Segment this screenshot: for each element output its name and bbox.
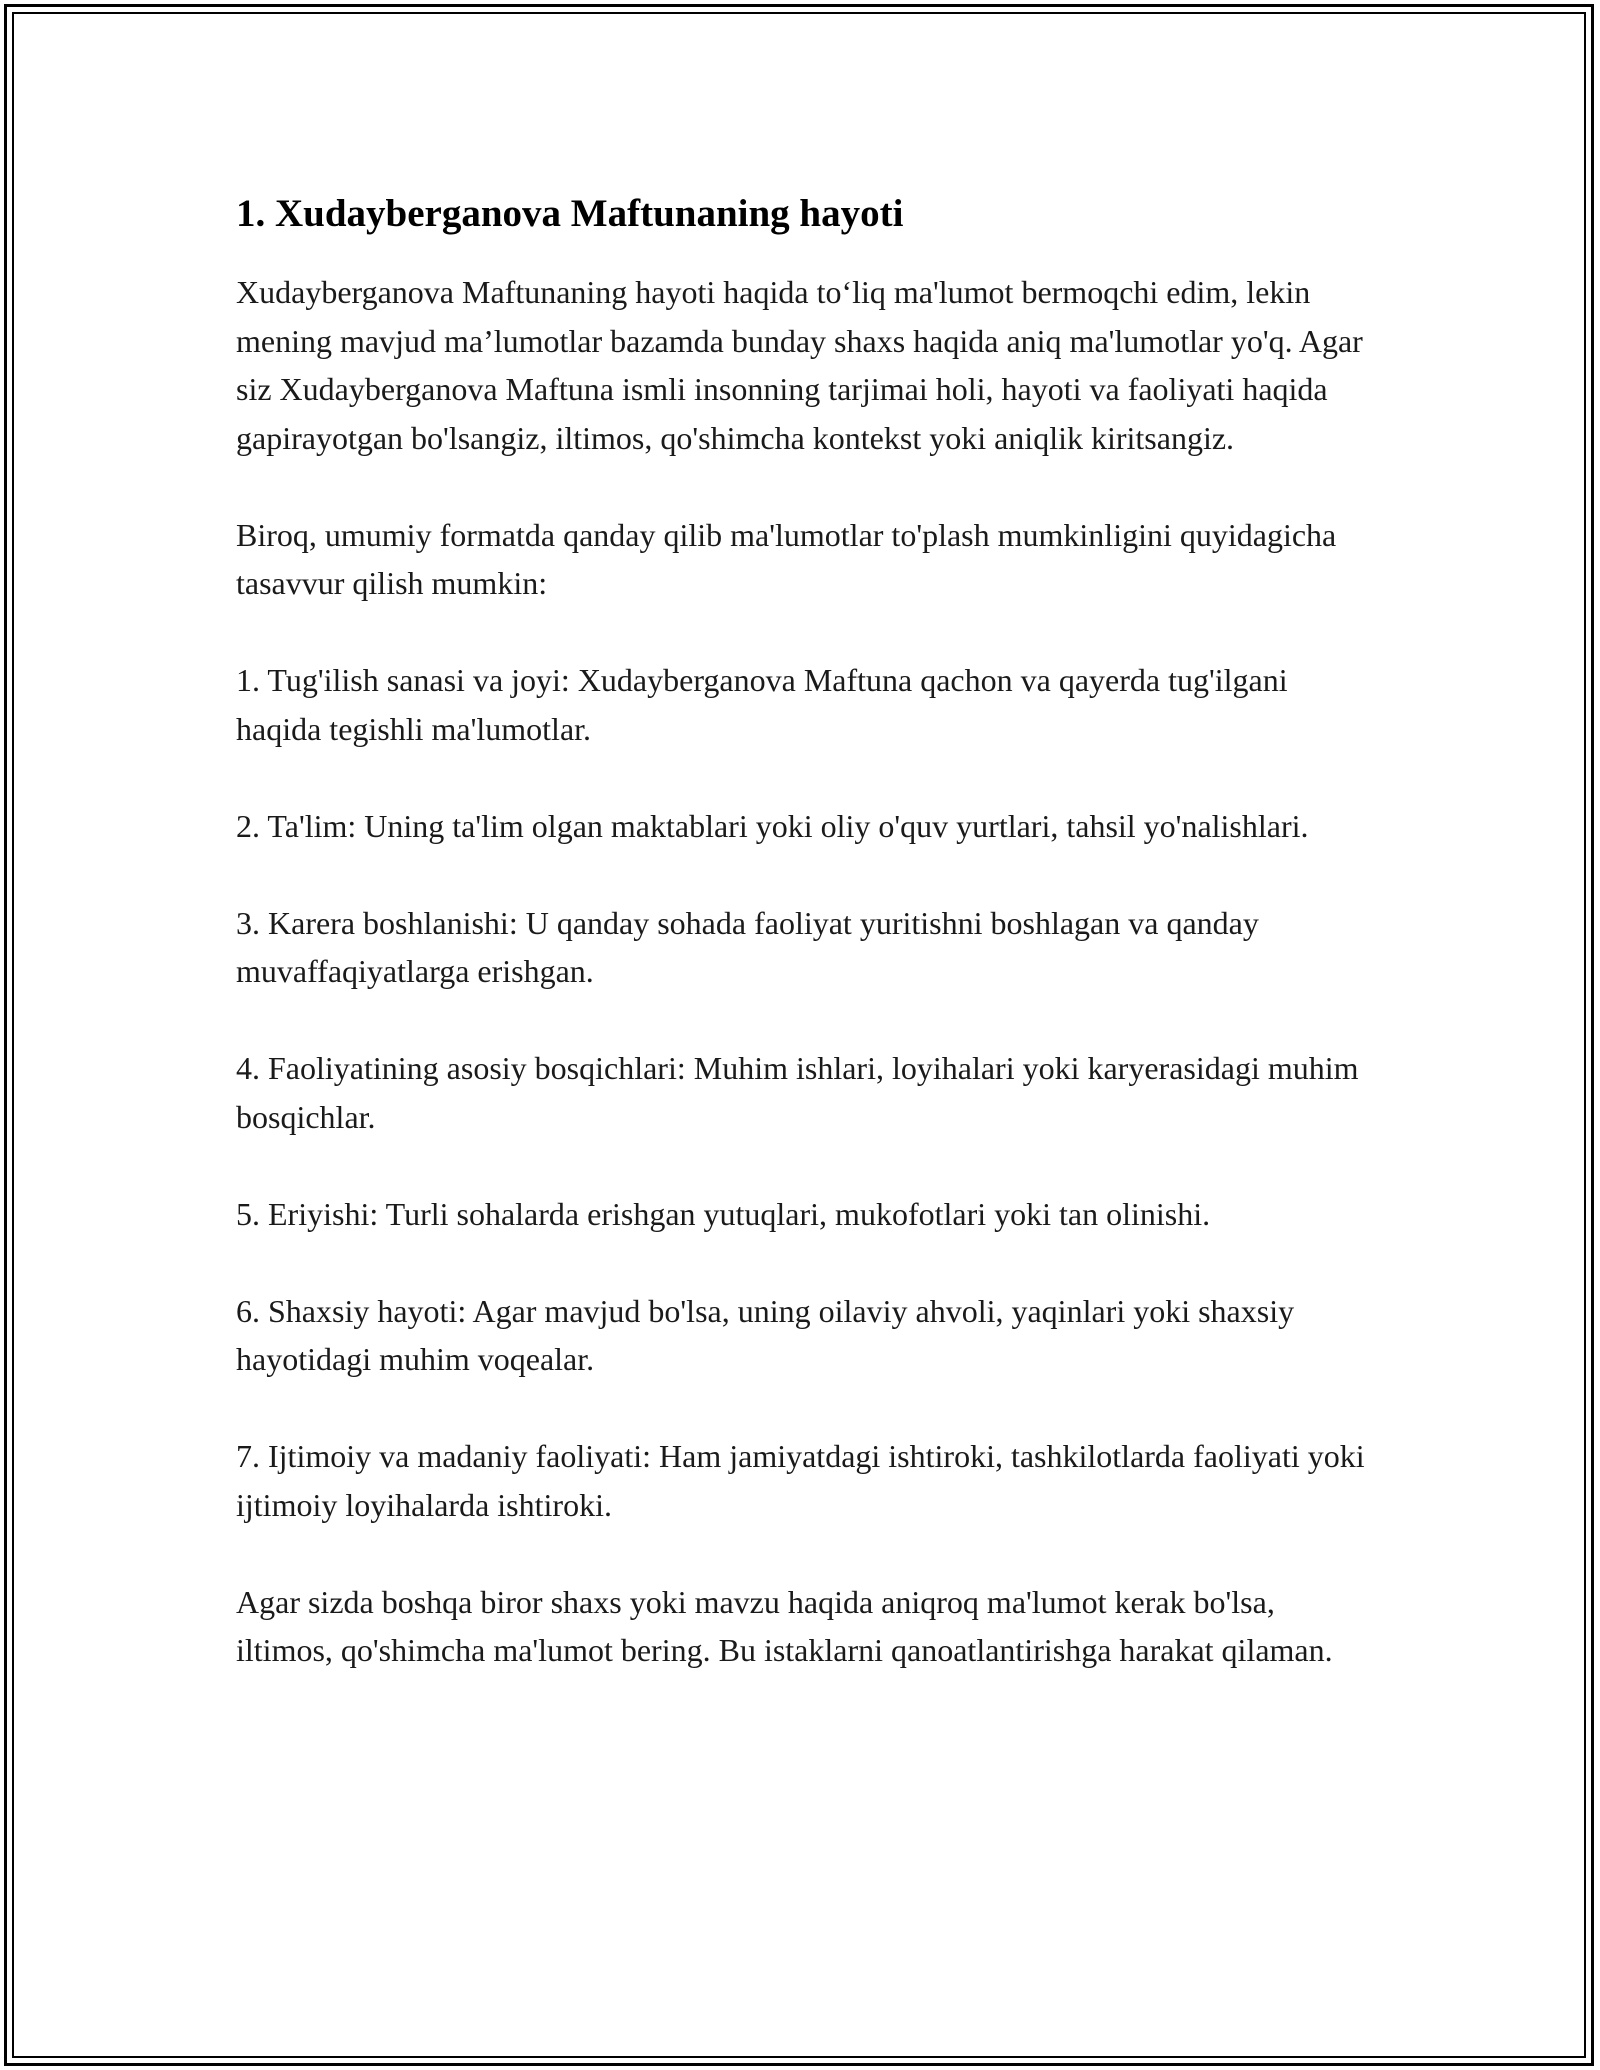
document-body — [236, 190, 1376, 1723]
intro-paragraph: Xudayberganova Maftunaning hayoti haqida to‘liq ma'lumot bermoqchi edim, lekin mening mavjud ma’lumotlar bazamda bunday shaxs haqida aniq ma'lumotlar yo'q. Agar siz Xudayberganova Maftuna ismli insonning tarjimai holi, hayoti va faoliyati haqida gapirayotgan bo'lsangiz, iltimos, qo'shimcha kontekst yoki aniqlik kiritsangiz. — [236, 274, 1363, 456]
list-item-career-start: 3. Karera boshlanishi: U qanday sohada faoliyat yuritishni boshlagan va qanday muvaffaqiyatlarga erishgan. — [236, 904, 1259, 989]
list-item-personal-life: 6. Shaxsiy hayoti: Agar mavjud bo'lsa, uning oilaviy ahvoli, yaqinlari yoki shaxsiy hayotidagi muhim voqealar. — [236, 1292, 1295, 1377]
closing-paragraph: Agar sizda boshqa biror shaxs yoki mavzu haqida aniqroq ma'lumot kerak bo'lsa, iltimos, qo'shimcha ma'lumot bering. Bu istaklarni qanoatlantirishga harakat qilaman. — [236, 1583, 1333, 1668]
format-paragraph: Biroq, umumiy formatda qanday qilib ma'lumotlar to'plash mumkinligini quyidagicha tasavvur qilish mumkin: — [236, 516, 1337, 601]
list-item-social-activity: 7. Ijtimoiy va madaniy faoliyati: Ham jamiyatdagi ishtiroki, tashkilotlarda faoliyati yoki ijtimoiy loyihalarda ishtiroki. — [236, 1438, 1365, 1523]
list-item-birth: 1. Tug'ilish sanasi va joyi: Xudayberganova Maftuna qachon va qayerda tug'ilgani haqida tegishli ma'lumotlar. — [236, 662, 1288, 747]
list-item-career-stages: 4. Faoliyatining asosiy bosqichlari: Muhim ishlari, loyihalari yoki karyerasidagi muhim bosqichlar. — [236, 1050, 1359, 1135]
list-item-education: 2. Ta'lim: Uning ta'lim olgan maktablari yoki oliy o'quv yurtlari, tahsil yo'nalishlari. — [236, 807, 1309, 844]
list-item-achievements: 5. Eriyishi: Turli sohalarda erishgan yutuqlari, mukofotlari yoki tan olinishi. — [236, 1195, 1211, 1232]
document-heading: 1. Xudayberganova Maftunaning hayoti — [236, 192, 904, 235]
